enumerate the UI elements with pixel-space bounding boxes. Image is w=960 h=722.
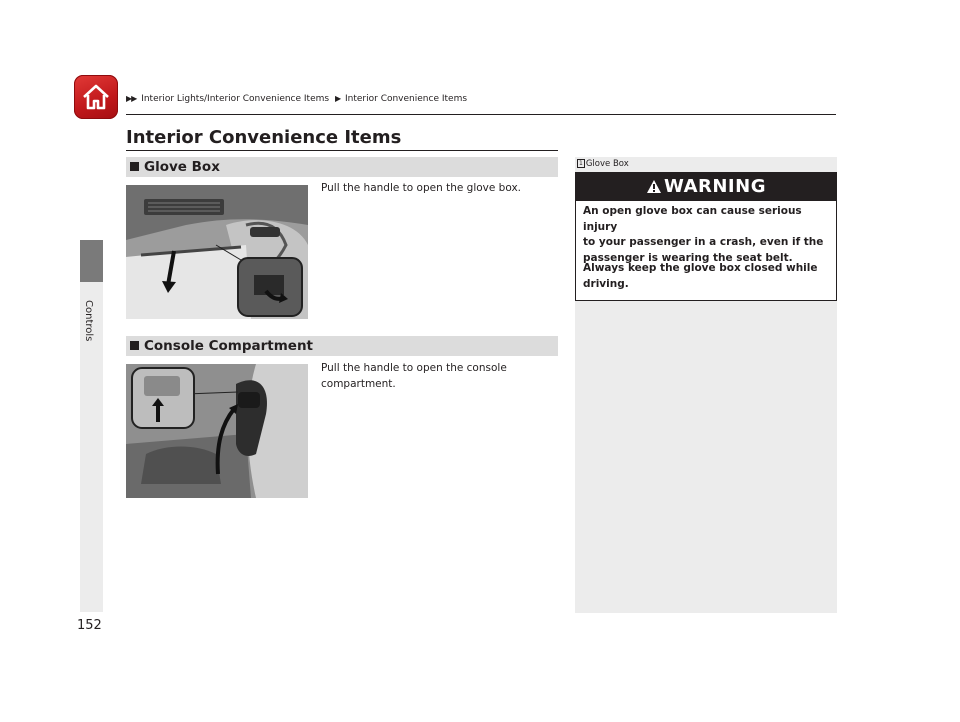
page-number: 152 (77, 618, 102, 633)
glove-box-photo (126, 185, 308, 319)
section-bullet-icon (130, 341, 139, 350)
warning-paragraph-keep-closed (583, 261, 833, 292)
warning-line: An open glove box can cause serious injury (583, 205, 802, 233)
warning-line: passenger is wearing the seat belt. (583, 251, 793, 264)
console-instruction-line: compartment. (321, 378, 396, 390)
warning-label: WARNING (664, 176, 766, 197)
home-icon (81, 82, 111, 112)
warning-header (576, 173, 836, 201)
warning-line: Always keep the glove box closed while (583, 262, 818, 274)
page-title: Interior Convenience Items (126, 127, 402, 148)
section-heading: Glove Box (144, 159, 220, 175)
glove-box-instruction: Pull the handle to open the glove box. (321, 182, 521, 194)
side-tab-marker (80, 240, 103, 282)
console-compartment-illustration (126, 364, 308, 498)
warning-line: driving. (583, 277, 629, 290)
warning-paragraph-injury (583, 204, 833, 266)
breadcrumb (126, 94, 470, 104)
side-tab-label[interactable]: Controls (83, 300, 94, 342)
note-reference[interactable] (577, 159, 629, 169)
console-instruction-line: Pull the handle to open the console (321, 362, 507, 374)
title-divider (126, 150, 558, 151)
section-header-glove-box (126, 157, 558, 177)
breadcrumb-link-current[interactable]: Interior Convenience Items (345, 94, 468, 104)
section-bullet-icon (130, 162, 139, 171)
home-button[interactable] (74, 75, 118, 119)
header-divider (126, 114, 836, 115)
warning-triangle-icon (646, 179, 662, 194)
note-reference-title: Glove Box (585, 159, 629, 169)
section-header-console-compartment (126, 336, 558, 356)
console-photo (126, 364, 308, 498)
breadcrumb-link-parent[interactable]: Interior Lights/Interior Convenience Items (141, 94, 330, 104)
warning-line: to your passenger in a crash, even if the (583, 236, 824, 248)
glove-box-illustration (126, 185, 308, 319)
breadcrumb-arrow-icon: ▶ (334, 94, 341, 103)
reference-marker-icon: 1 (579, 160, 583, 167)
breadcrumb-arrow-icon: ▶▶ (126, 94, 137, 103)
section-heading: Console Compartment (144, 338, 314, 354)
console-instruction (321, 360, 507, 392)
